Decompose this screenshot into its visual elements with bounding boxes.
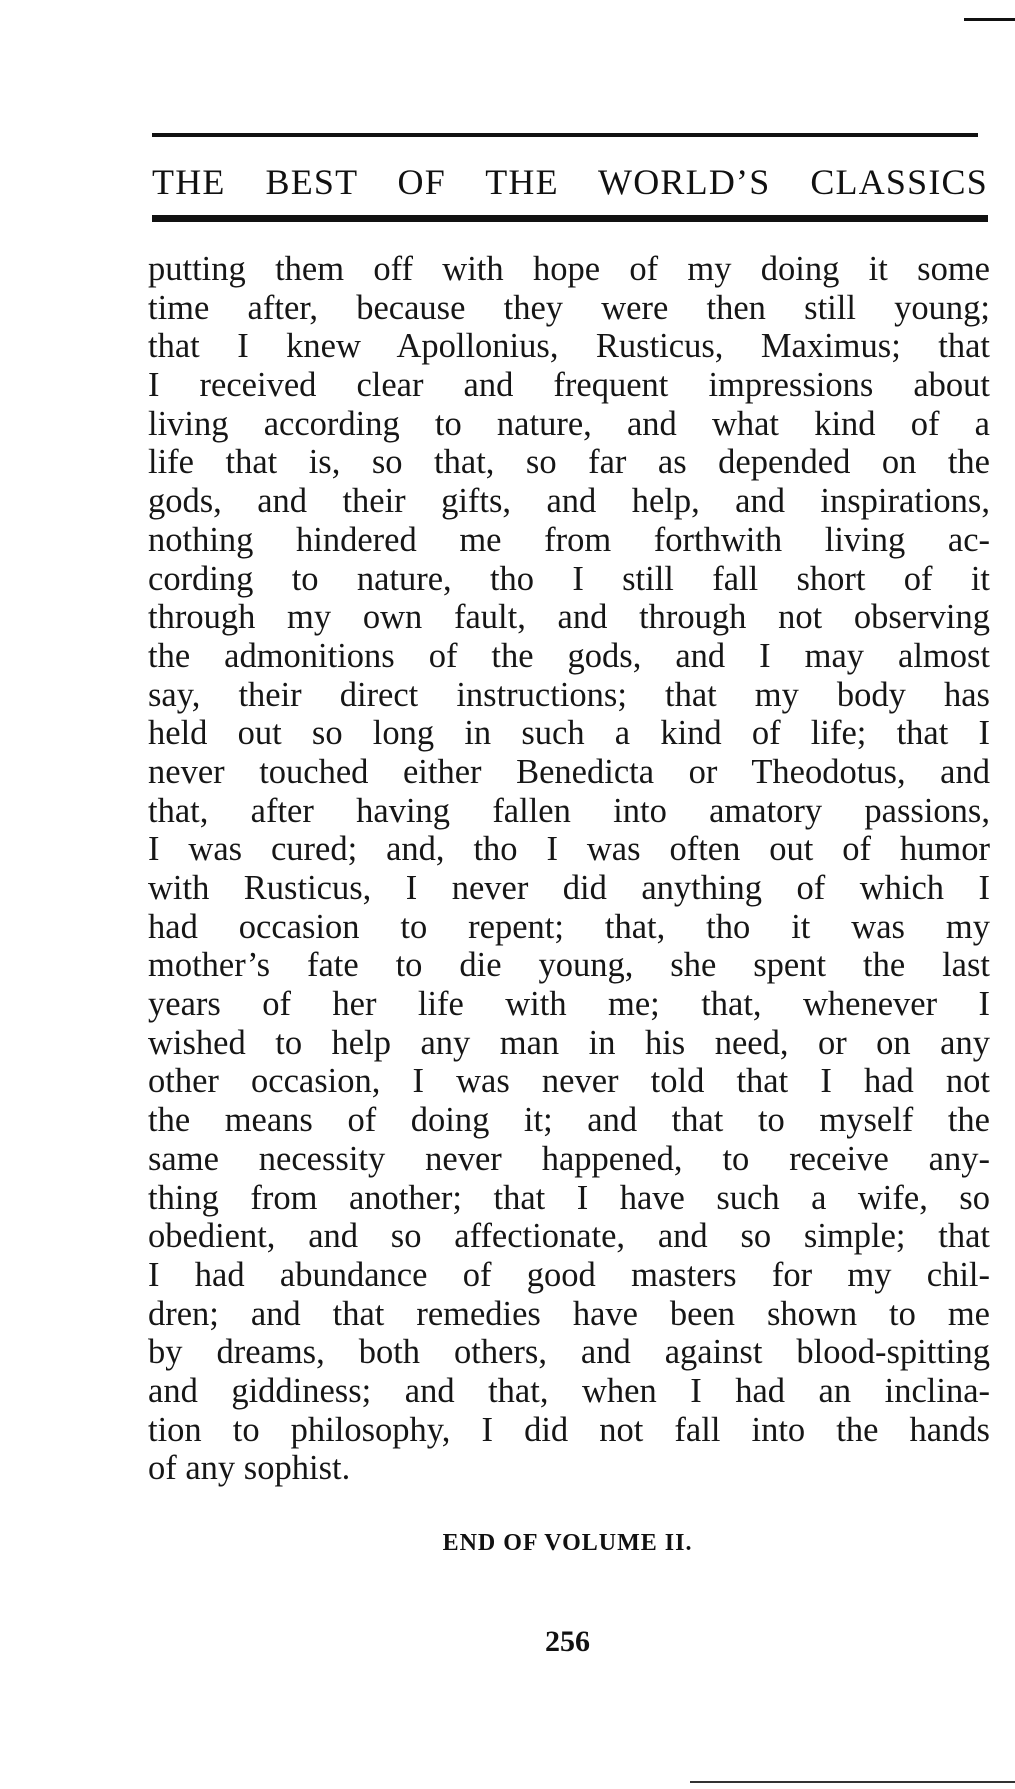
text-line: I was cured; and, tho I was often out of humor: [148, 830, 990, 869]
text-line: putting them off with hope of my doing it some: [148, 250, 990, 288]
text-line: other occasion, I was never told that I had not: [148, 1062, 990, 1101]
text-line: I received clear and frequent impressions about: [148, 366, 990, 405]
text-line: that, after having fallen into amatory passions,: [148, 791, 990, 830]
text-line: gods, and their gifts, and help, and inspirations,: [148, 482, 990, 521]
text-line: held out so long in such a kind of life; that I: [148, 714, 990, 753]
page-number: 256: [545, 1625, 590, 1658]
text-line: that I knew Apollonius, Rusticus, Maximus; that: [148, 327, 990, 366]
text-line: the admonitions of the gods, and I may almost: [148, 636, 990, 675]
corner-mark-top-right: [964, 18, 1015, 21]
end-of-volume-note: END OF VOLUME II.: [442, 1530, 693, 1556]
text-line: thing from another; that I have such a wife, so: [148, 1178, 990, 1217]
text-line: with Rusticus, I never did anything of which I: [148, 869, 990, 907]
body-text: [148, 250, 990, 1488]
header-top-rule: [152, 133, 978, 137]
text-line: and giddiness; and that, when I had an inclina-: [148, 1371, 990, 1410]
header-bottom-rule: [152, 215, 988, 222]
text-line: by dreams, both others, and against blood-spitting: [148, 1333, 990, 1372]
text-line: say, their direct instructions; that my body has: [148, 675, 990, 714]
text-line: cording to nature, tho I still fall short of it: [148, 559, 990, 598]
corner-mark-bottom-right: [690, 1781, 1015, 1783]
text-line: wished to help any man in his need, or on any: [148, 1023, 990, 1062]
text-line: of any sophist.: [148, 1449, 351, 1488]
text-line: I had abundance of good masters for my chil-: [148, 1255, 990, 1294]
text-line: obedient, and so affectionate, and so simple; that: [148, 1217, 990, 1256]
text-line: had occasion to repent; that, tho it was my: [148, 907, 990, 946]
text-line: tion to philosophy, I did not fall into the hands: [148, 1410, 990, 1449]
text-line: time after, because they were then still young;: [148, 288, 990, 327]
running-header: THE BEST OF THE WORLD’S CLASSICS: [152, 162, 988, 202]
text-line: through my own fault, and through not observing: [148, 598, 990, 637]
text-line: the means of doing it; and that to myself the: [148, 1101, 990, 1140]
text-line: mother’s fate to die young, she spent the last: [148, 946, 990, 985]
text-line: living according to nature, and what kind of a: [148, 404, 990, 443]
text-line: life that is, so that, so far as depended on the: [148, 443, 990, 482]
text-line: dren; and that remedies have been shown to me: [148, 1294, 990, 1333]
text-line: same necessity never happened, to receive any-: [148, 1139, 990, 1178]
text-line: nothing hindered me from forthwith living ac-: [148, 520, 990, 559]
text-line: years of her life with me; that, whenever I: [148, 985, 990, 1024]
text-line: never touched either Benedicta or Theodotus, and: [148, 752, 990, 791]
